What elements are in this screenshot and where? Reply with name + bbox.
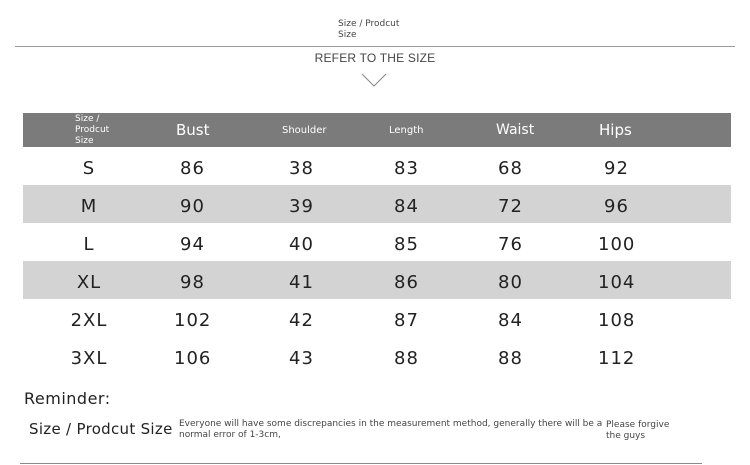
cell-length: 88 — [394, 347, 419, 369]
cell-waist: 72 — [498, 195, 523, 217]
cell-waist: 80 — [498, 271, 523, 293]
cell-waist: 68 — [498, 157, 523, 179]
size-table — [23, 113, 731, 375]
reminder-title: Reminder: — [24, 389, 111, 408]
cell-waist: 84 — [498, 309, 523, 331]
cell-hips: 112 — [598, 347, 636, 369]
cell-shoulder: 40 — [289, 233, 314, 255]
cell-bust: 86 — [180, 157, 205, 179]
cell-shoulder: 39 — [289, 195, 314, 217]
cell-hips: 92 — [604, 157, 629, 179]
cell-length: 86 — [394, 271, 419, 293]
header-shoulder: Shoulder — [282, 124, 327, 136]
cell-bust: 98 — [180, 271, 205, 293]
top-caption — [338, 19, 399, 41]
cell-length: 83 — [394, 157, 419, 179]
cell-bust: 90 — [180, 195, 205, 217]
reminder-label: Size / Prodcut Size — [29, 420, 173, 438]
cell-length: 85 — [394, 233, 419, 255]
chevron-down-icon — [361, 72, 387, 88]
cell-waist: 88 — [498, 347, 523, 369]
table-row: 3XL 106 43 88 88 112 — [23, 337, 731, 375]
header-size-line-3: Size — [75, 135, 94, 146]
header-hips: Hips — [599, 121, 632, 139]
header-waist: Waist — [496, 122, 535, 138]
table-row: 2XL 102 42 87 84 108 — [23, 299, 731, 337]
reminder-extra: Please forgive the guys — [606, 420, 670, 441]
cell-hips: 100 — [598, 233, 636, 255]
cell-shoulder: 42 — [289, 309, 314, 331]
header-size — [75, 113, 109, 147]
header-size-line-2: Prodcut — [75, 124, 110, 135]
cell-hips: 104 — [598, 271, 636, 293]
cell-waist: 76 — [498, 233, 523, 255]
cell-bust: 94 — [180, 233, 205, 255]
cell-bust: 102 — [174, 309, 212, 331]
reminder-text: Everyone will have some discrepancies in the measurement method, generally there will be a normal error of 1-3cm, — [179, 419, 603, 440]
cell-shoulder: 43 — [289, 347, 314, 369]
cell-hips: 108 — [598, 309, 636, 331]
table-header-row — [23, 113, 731, 147]
caption-line-2: Size — [338, 30, 357, 40]
table-row: XL 98 41 86 80 104 — [23, 261, 731, 299]
top-divider — [15, 46, 735, 47]
cell-shoulder: 38 — [289, 157, 314, 179]
header-bust: Bust — [176, 121, 210, 139]
cell-hips: 96 — [604, 195, 629, 217]
bottom-divider — [20, 463, 702, 464]
cell-length: 87 — [394, 309, 419, 331]
header-size-line-1: Size / — [75, 113, 100, 124]
table-row: M 90 39 84 72 96 — [23, 185, 731, 223]
cell-length: 84 — [394, 195, 419, 217]
caption-line-1: Size / Prodcut — [338, 19, 400, 29]
table-row: L 94 40 85 76 100 — [23, 223, 731, 261]
table-row: S 86 38 83 68 92 — [23, 147, 731, 185]
cell-shoulder: 41 — [289, 271, 314, 293]
cell-bust: 106 — [174, 347, 212, 369]
header-length: Length — [389, 124, 424, 136]
refer-title: REFER TO THE SIZE — [314, 51, 436, 65]
